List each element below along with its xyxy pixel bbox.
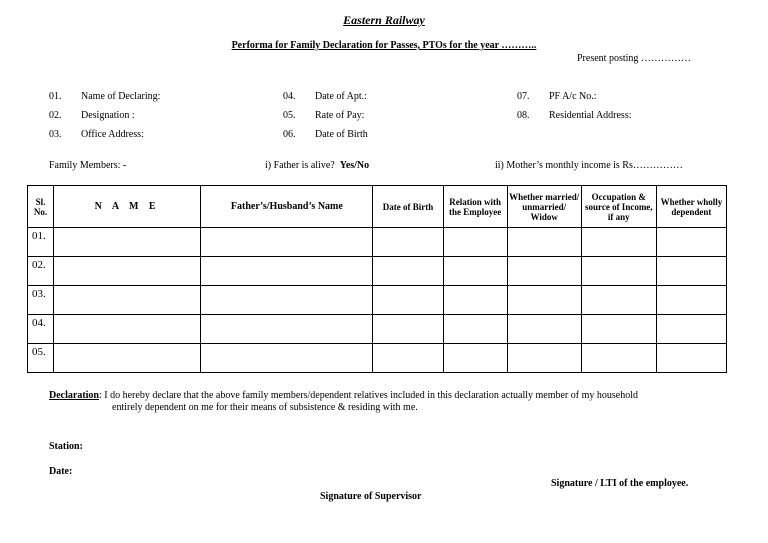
row-number: 04. [28,315,54,344]
row-number: 01. [28,228,54,257]
cell-dependent[interactable] [656,228,726,257]
cell-marital-status[interactable] [507,286,581,315]
cell-occupation[interactable] [581,228,656,257]
row-number: 02. [28,257,54,286]
cell-father-husband-name[interactable] [201,257,373,286]
col-header-name: N A M E [54,186,201,228]
family-members-label: Family Members: - [49,160,127,171]
cell-name[interactable] [54,257,201,286]
cell-dependent[interactable] [656,315,726,344]
station-label: Station: [49,441,83,452]
table-row [28,344,727,373]
mother-income-question: ii) Mother’s monthly income is Rs…………… [495,160,683,171]
col-header-sl-no: Sl. No. [28,186,54,228]
cell-relation[interactable] [443,344,507,373]
col-header-father-husband-name: Father’s/Husband’s Name [201,186,373,228]
father-alive-options: Yes/No [339,160,370,171]
cell-occupation[interactable] [581,344,656,373]
cell-father-husband-name[interactable] [201,286,373,315]
cell-date-of-birth[interactable] [373,228,443,257]
cell-name[interactable] [54,315,201,344]
field-rate-of-pay: 05. Rate of Pay: [283,110,365,121]
field-name-of-declaring: 01. Name of Declaring: [49,91,161,102]
family-table [27,185,727,373]
cell-dependent[interactable] [656,344,726,373]
col-header-date-of-birth: Date of Birth [373,186,443,228]
father-alive-question: i) Father is alive? Yes/No [265,160,370,171]
col-header-occupation: Occupation & source of Income, if any [581,186,656,228]
table-header-row [28,186,727,228]
col-header-marital-status: Whether married/ unmarried/ Widow [507,186,581,228]
field-date-of-apt: 04. Date of Apt.: [283,91,367,102]
cell-date-of-birth[interactable] [373,257,443,286]
present-posting: Present posting …………… [577,53,691,64]
cell-date-of-birth[interactable] [373,344,443,373]
cell-marital-status[interactable] [507,315,581,344]
supervisor-signature-label: Signature of Supervisor [320,491,422,502]
declaration-label: Declaration [49,390,99,401]
cell-dependent[interactable] [656,286,726,315]
cell-occupation[interactable] [581,257,656,286]
declaration-paragraph [49,390,729,414]
field-date-of-birth: 06. Date of Birth [283,129,368,140]
table-row [28,315,727,344]
cell-relation[interactable] [443,315,507,344]
row-number: 03. [28,286,54,315]
cell-name[interactable] [54,344,201,373]
cell-date-of-birth[interactable] [373,315,443,344]
cell-relation[interactable] [443,257,507,286]
employee-signature-label: Signature / LTI of the employee. [551,478,689,489]
cell-name[interactable] [54,286,201,315]
cell-marital-status[interactable] [507,257,581,286]
table-row [28,228,727,257]
field-designation: 02. Designation : [49,110,135,121]
form-subtitle: Performa for Family Declaration for Passes, PTOs for the year ……….. [231,40,537,51]
cell-dependent[interactable] [656,257,726,286]
date-label: Date: [49,466,73,477]
cell-date-of-birth[interactable] [373,286,443,315]
declaration-text-line1: : I do hereby declare that the above family members/dependent relatives included in this declaration actually member of my household [99,390,638,401]
cell-occupation[interactable] [581,315,656,344]
cell-occupation[interactable] [581,286,656,315]
cell-relation[interactable] [443,286,507,315]
cell-father-husband-name[interactable] [201,344,373,373]
form-title: Eastern Railway [343,13,425,27]
field-office-address: 03. Office Address: [49,129,144,140]
field-pf-account: 07. PF A/c No.: [517,91,597,102]
col-header-dependent: Whether wholly dependent [656,186,726,228]
col-header-relation: Relation with the Employee [443,186,507,228]
cell-marital-status[interactable] [507,344,581,373]
table-row [28,257,727,286]
cell-name[interactable] [54,228,201,257]
cell-father-husband-name[interactable] [201,315,373,344]
table-row [28,286,727,315]
field-residential-address: 08. Residential Address: [517,110,632,121]
cell-father-husband-name[interactable] [201,228,373,257]
cell-marital-status[interactable] [507,228,581,257]
cell-relation[interactable] [443,228,507,257]
row-number: 05. [28,344,54,373]
declaration-text-line2: entirely dependent on me for their means of subsistence & residing with me. [112,402,418,413]
